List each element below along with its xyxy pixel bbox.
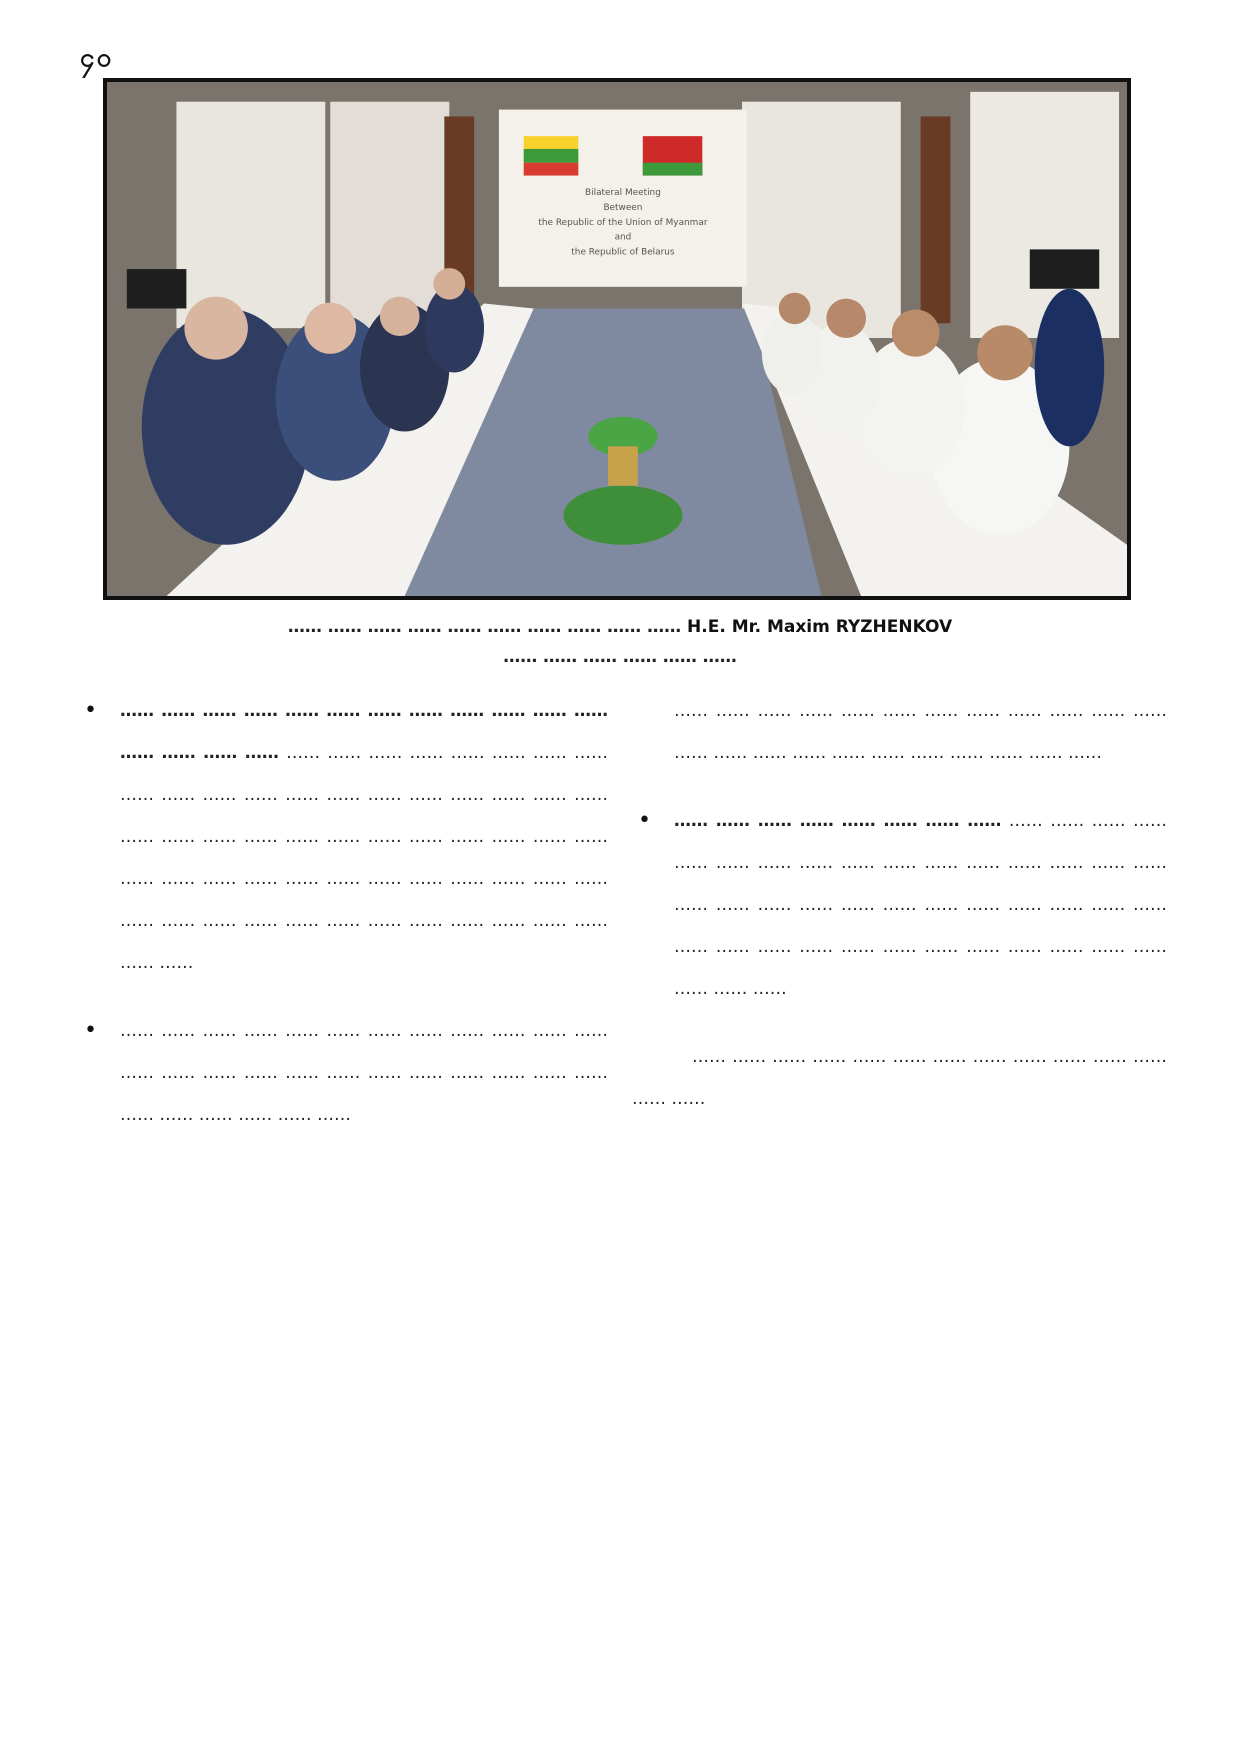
slide-line-3: the Republic of the Union of Myanmar (538, 217, 708, 228)
photo-caption (70, 612, 1170, 672)
caption-line-2: …… …… …… …… …… …… (503, 647, 737, 667)
bullet-dot: • (638, 808, 651, 833)
caption-line-1 (70, 612, 1170, 642)
bullet-1-body: …… …… …… …… …… …… …… …… …… …… …… …… …… …… …… …… …… …… …… …… …… …… …… …… …… …… …… …… …… …… …… …… …… …… …… …… …… …… …… …… …… …… …… …… …… …… …… …… …… …… …… …… …… …… …… …… …… …… (120, 743, 608, 973)
slide-line-5: the Republic of Belarus (571, 247, 675, 258)
bullet-item-2 (78, 1010, 608, 1136)
bullet-1-lead: …… …… …… …… …… …… …… …… …… …… …… …… …… …… …… …… (120, 701, 608, 763)
meeting-photo (103, 78, 1131, 600)
bullet-2-paragraph: …… …… …… …… …… …… …… …… …… …… …… …… …… …… …… …… …… …… …… …… …… …… …… …… …… …… …… …… …… …… (120, 1021, 608, 1125)
bullet-3-lead: …… …… …… …… …… …… …… …… (674, 811, 1002, 831)
bullet-dot: • (84, 698, 97, 723)
caption-minister-name: H.E. Mr. Maxim RYZHENKOV (687, 617, 953, 637)
slide-line-2: Between (603, 203, 643, 213)
slide-line-4: and (614, 232, 632, 243)
page-number: ၄၀ (80, 43, 114, 73)
right-column (632, 690, 1167, 1120)
bullet-item-1 (78, 690, 608, 984)
bullet-3-body: …… …… …… …… …… …… …… …… …… …… …… …… …… …… …… …… …… …… …… …… …… …… …… …… …… …… …… …… …… …… …… …… …… …… …… …… …… …… …… …… …… …… …… (674, 811, 1167, 999)
bullet-1-paragraph (120, 690, 608, 984)
closing-paragraph: …… …… …… …… …… …… …… …… …… …… …… …… …… …… (632, 1047, 1167, 1109)
left-column (78, 690, 608, 1162)
bullet-3-paragraph (674, 800, 1167, 1010)
meeting-photo-illustration (107, 82, 1127, 596)
caption-line-1-text: …… …… …… …… …… …… …… …… …… …… (287, 617, 682, 637)
bullet-dot: • (84, 1018, 97, 1043)
bullet-item-3 (632, 800, 1167, 1010)
bullet-2-continuation: …… …… …… …… …… …… …… …… …… …… …… …… …… …… …… …… …… …… …… …… …… …… …… (674, 701, 1167, 763)
slide-line-1: Bilateral Meeting (585, 188, 661, 199)
